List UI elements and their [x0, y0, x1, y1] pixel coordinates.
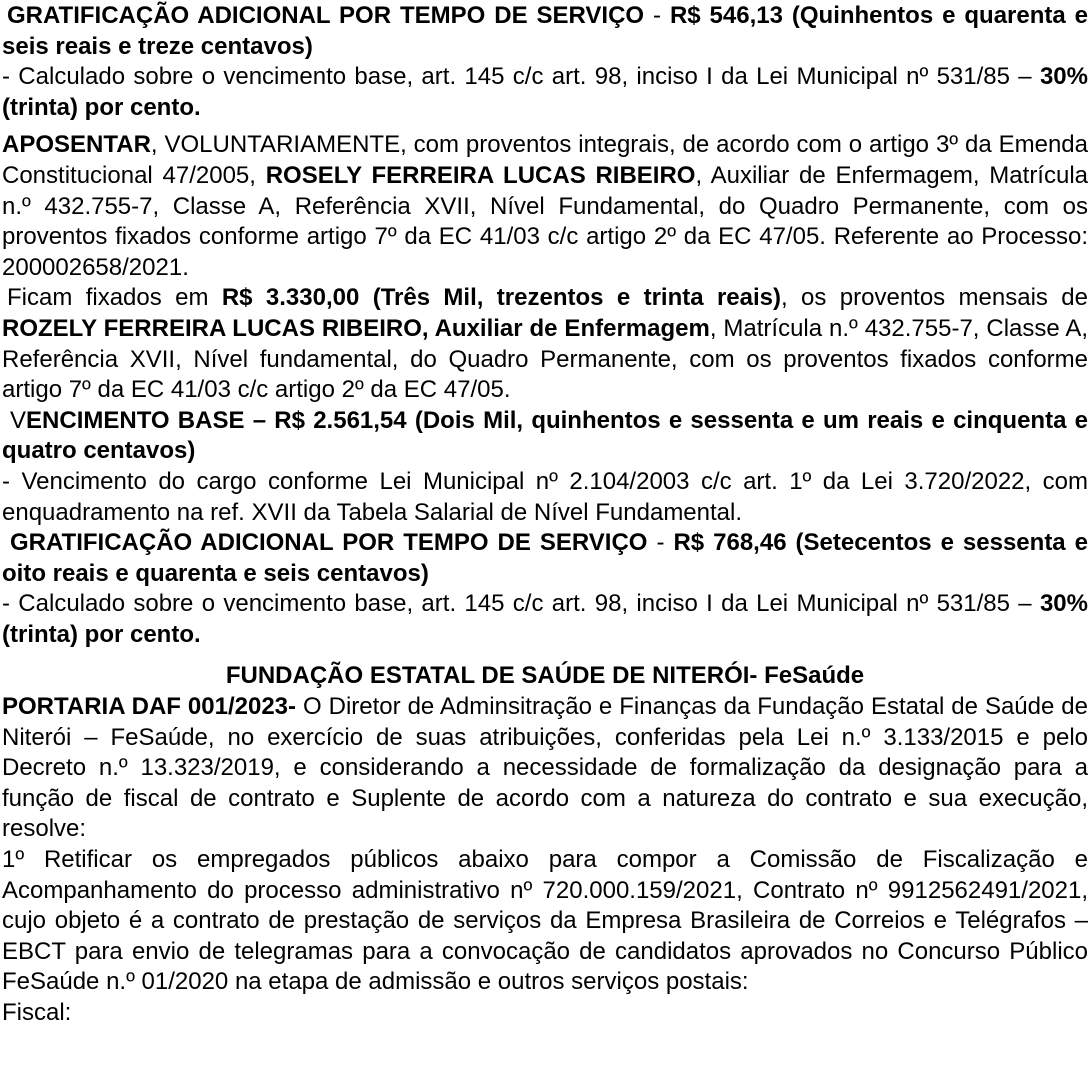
aposentar-paragraph — [2, 130, 1088, 283]
gratificacao-1-heading — [2, 1, 1088, 62]
vencimento-title: ENCIMENTO BASE – R$ 2.561,54 (Dois Mil, quinhentos e sessenta e um reais e cinquenta e quatro centavos) — [2, 406, 1088, 465]
aposentar-name: ROSELY FERREIRA LUCAS RIBEIRO — [265, 161, 696, 189]
portaria-title: PORTARIA DAF 001/2023- — [2, 693, 297, 721]
gratificacao-1-title: GRATIFICAÇÃO ADICIONAL POR TEMPO DE SERVIÇO — [7, 2, 645, 29]
gratificacao-1-percent: 30% (trinta) por cento. — [2, 63, 1088, 121]
gratificacao-1-amount: R$ 546,13 (Quinhentos e quarenta e seis reais e treze centavos) — [2, 2, 1088, 60]
aposentar-verb: APOSENTAR — [2, 131, 151, 159]
gratificacao-2-heading — [2, 528, 1088, 589]
gratificacao-2-amount: R$ 768,46 (Setecentos e sessenta e oito reais e quarenta e seis centavos) — [2, 529, 1088, 587]
fesaude-heading — [2, 661, 1088, 692]
document-page — [0, 1, 1091, 1085]
vencimento-initial: V — [10, 406, 27, 434]
fesaude-title: FUNDAÇÃO ESTATAL DE SAÚDE DE NITERÓI- FeSaúde — [225, 662, 865, 690]
proventos-text-3: , Matrícula n.º 432.755-7, Classe A, Referência XVII, Nível fundamental, do Quadro Permanente, com os proventos fixados conforme artigo 7º da EC 41/03 c/c artigo 2º da EC 47/05. — [2, 314, 1088, 404]
gratificacao-2-title: GRATIFICAÇÃO ADICIONAL POR TEMPO DE SERVIÇO — [10, 529, 648, 557]
proventos-paragraph — [2, 283, 1088, 405]
gratificacao-2-calc — [2, 589, 1088, 650]
proventos-text-1: Ficam fixados em — [7, 284, 222, 312]
gratificacao-2-percent: 30% (trinta) por cento. — [2, 590, 1088, 648]
gratificacao-2-separator: - — [647, 529, 674, 557]
proventos-text-2: , os proventos mensais de — [781, 284, 1088, 312]
proventos-amount: R$ 3.330,00 (Três Mil, trezentos e trinta reais) — [221, 284, 782, 312]
gratificacao-2-calc-text: - Calculado sobre o vencimento base, art. 145 c/c art. 98, inciso I da Lei Municipal nº 531/85 – — [2, 590, 1040, 618]
item-1-paragraph: 1º Retificar os empregados públicos abaixo para compor a Comissão de Fiscalização e Acompanhamento do processo administrativo nº 720.000.159/2021, Contrato nº 9912562491/2021, cujo objeto é a contrato de prestação de serviços da Empresa Brasileira de Correios e Telégrafos – EBCT para envio de telegramas para a convocação de candidatos aprovados no Concurso Público FeSaúde n.º 01/2020 na etapa de admissão e outros serviços postais: — [2, 846, 1088, 996]
aposentar-text-1: , VOLUNTARIAMENTE, com proventos integrais, de acordo com o artigo 3º da Emenda Constitucional 47/2005, — [2, 131, 1088, 189]
proventos-name: ROZELY FERREIRA LUCAS RIBEIRO, Auxiliar de Enfermagem — [2, 314, 710, 342]
gratificacao-1-separator: - — [644, 2, 670, 29]
vencimento-heading — [2, 406, 1088, 467]
gratificacao-1-calc-text: - Calculado sobre o vencimento base, art. 145 c/c art. 98, inciso I da Lei Municipal nº 531/85 – — [2, 63, 1040, 91]
vencimento-text: - Vencimento do cargo conforme Lei Municipal nº 2.104/2003 c/c art. 1º da Lei 3.720/2022, com enquadramento na ref. XVII da Tabela Salarial de Nível Fundamental. — [2, 467, 1088, 526]
fiscal-label: Fiscal: — [2, 999, 72, 1026]
portaria-paragraph — [2, 692, 1088, 845]
aposentar-text-2: , Auxiliar de Enfermagem, Matrícula n.º 432.755-7, Classe A, Referência XVII, Nível Fundamental, do Quadro Permanente, com os proventos fixados conforme artigo 7º da EC 41/03 c/c artigo 2º da EC 47/05. Referente ao Processo: 200002658/2021. — [2, 161, 1089, 281]
portaria-text: O Diretor de Adminsitração e Finanças da Fundação Estatal de Saúde de Niterói – FeSaúde, no exercício de suas atribuições, conferidas pela Lei n.º 3.133/2015 e pelo Decreto n.º 13.323/2019, e considerando a necessidade de formalização da designação para a função de fiscal de contrato e Suplente de acordo com a natureza do contrato e sua execução, resolve: — [2, 693, 1088, 843]
gratificacao-1-calc — [2, 62, 1088, 123]
